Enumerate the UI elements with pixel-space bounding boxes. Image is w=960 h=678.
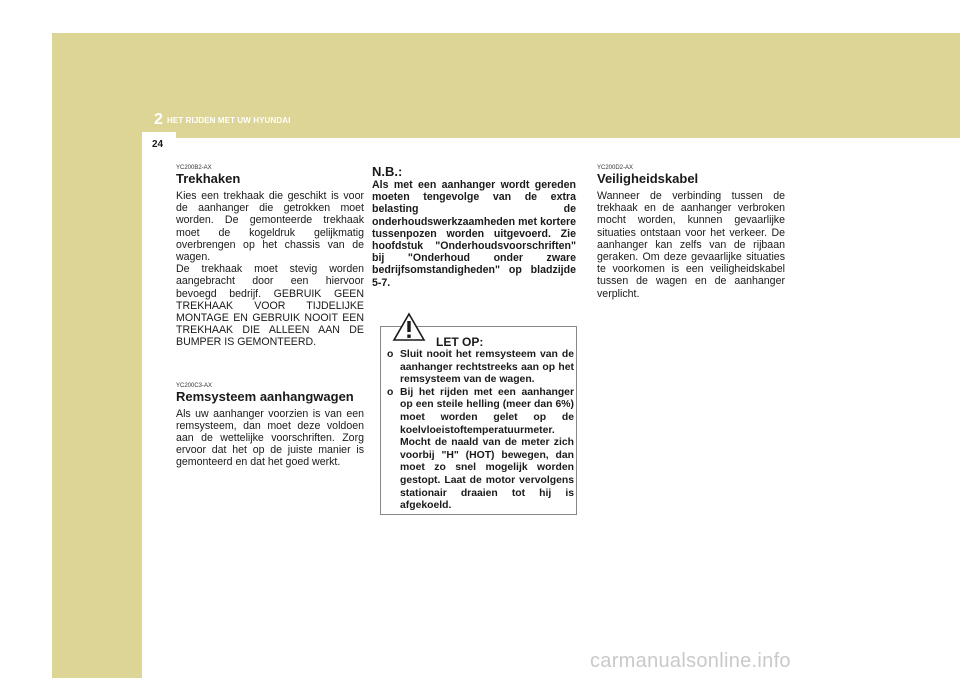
chapter-title: HET RIJDEN MET UW HYUNDAI	[167, 116, 291, 125]
heading-veiligheidskabel: Veiligheidskabel	[597, 171, 699, 186]
paragraph-veiligheidskabel: Wanneer de verbinding tussen de trekhaak en de aanhanger verbroken mocht worden, kunnen gevaarlijke situaties ontstaan voor het verkeer. De aanhanger kan zelfs van de rijbaan geraken. Om deze gevaarlijke situaties te voorkomen is een veiligheidskabel tussen de wagen en de aanhanger verplicht.	[597, 190, 785, 300]
warning-item	[387, 349, 574, 387]
paragraph-trekhaken-1: Kies een trekhaak die geschikt is voor de aanhanger die getrokken moet worden. De gemonteerde trekhaak moet de kogeldruk gelijkmatig overbrengen op het chassis van de wagen.	[176, 190, 364, 264]
column-left	[176, 165, 364, 469]
warning-title: LET OP:	[436, 335, 484, 349]
paragraph-remsysteem: Als uw aanhanger voorzien is van een remsysteem, dan moet deze voldoen aan de wettelijke voorschriften. Zorg ervoor dat het op de juiste manier is gemonteerd en dat het goed werkt.	[176, 407, 364, 469]
page-number: 24	[152, 139, 164, 150]
warning-list	[387, 349, 574, 513]
watermark: carmanualsonline.info	[590, 650, 791, 672]
note-text: Als met een aanhanger wordt gereden moeten tengevolge van de extra belasting de onderhoudswerkzaamheden met kortere tussenpozen worden uitgevoerd. Zie hoofdstuk "Onderhoudsvoorschriften" bij "Onderhoud onder zware bedrijfsomstandigheden" op bladzijde 5-7.	[372, 179, 576, 289]
note-title: N.B.:	[372, 164, 403, 179]
section-code-trekhaken: YC200B2-AX	[176, 165, 212, 171]
warning-bullet: o	[387, 386, 394, 398]
warning-item-text: Bij het rijden met een aanhanger op een steile helling (meer dan 6%) moet worden gelet op de koelvloeistoftemperatuurmeter. Mocht de naald van de meter zich voorbij "H" (HOT) bewegen, dan moet zo snel mogelijk worden gestopt. Laat de motor vervolgens stationair draaien tot hij is afgekoeld.	[400, 386, 574, 512]
heading-trekhaken: Trekhaken	[176, 171, 241, 186]
column-middle	[372, 165, 576, 289]
section-code-veiligheidskabel: YC200D2-AX	[597, 165, 634, 171]
paragraph-trekhaken-2: De trekhaak moet stevig worden aangebracht door een hiervoor bevoegd bedrijf. GEBRUIK GEEN TREKHAAK VOOR TIJDELIJKE MONTAGE EN GEBRUIK NOOIT EEN TREKHAAK DIE ALLEEN AAN DE BUMPER IS GEMONTEERD.	[176, 263, 364, 349]
section-code-remsysteem: YC200C3-AX	[176, 382, 213, 389]
chapter-number: 2	[154, 111, 163, 128]
heading-remsysteem: Remsysteem aanhangwagen	[176, 388, 354, 404]
warning-item-text: Sluit nooit het remsysteem van de aanhanger rechtstreeks aan op het remsysteem van de wagen.	[400, 349, 574, 386]
warning-triangle-icon	[392, 312, 426, 342]
section-gap	[176, 349, 364, 383]
warning-item	[387, 387, 574, 513]
column-right	[597, 165, 785, 300]
warning-bullet: o	[387, 349, 394, 360]
